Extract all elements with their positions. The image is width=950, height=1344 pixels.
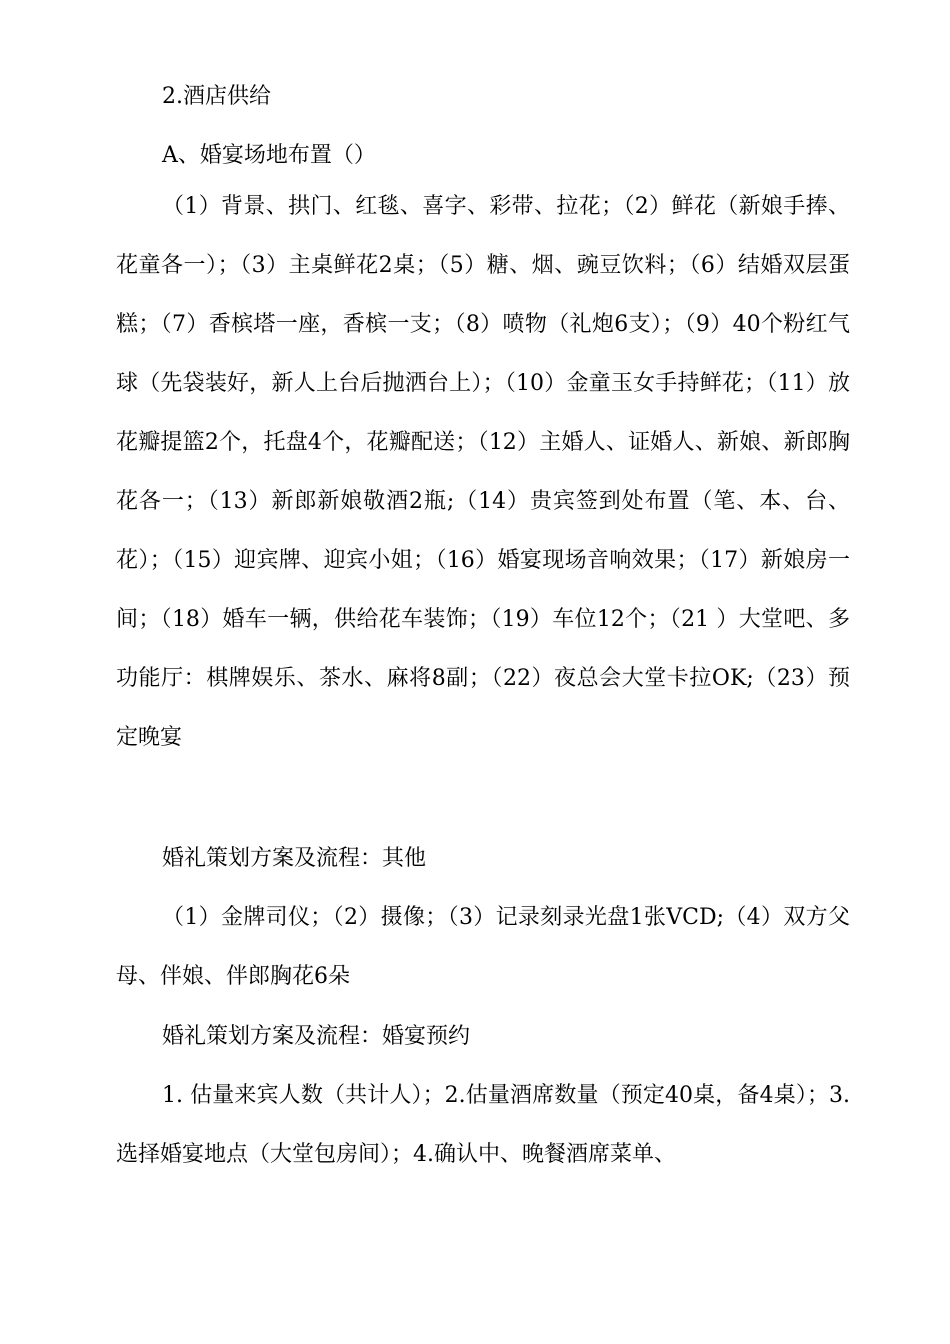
reservation-heading: 婚礼策划方案及流程：婚宴预约 <box>162 1024 471 1049</box>
reservation-items-paragraph: 1. 估量来宾人数（共计人）；2.估量酒席数量（预定40桌，备4桌）；3.选择婚宴地点（大堂包房间）；4.确认中、晚餐酒席菜单、 <box>116 1083 850 1167</box>
venue-heading: A、婚宴场地布置（） <box>162 143 376 168</box>
other-heading: 婚礼策划方案及流程：其他 <box>162 846 427 871</box>
section-hotel-title: 2.酒店供给 <box>162 84 271 109</box>
venue-items-paragraph: （1）背景、拱门、红毯、喜字、彩带、拉花；（2）鲜花（新娘手捧、花童各一）；（3）主桌鲜花2桌；（5）糖、烟、豌豆饮料；（6）结婚双层蛋糕；（7）香槟塔一座，香槟一支；（8）喷物（礼炮6支）；（9）40个粉红气球（先袋装好，新人上台后抛洒台上）；（10）金童玉女手持鲜花；（11）放花瓣提篮2个，托盘4个，花瓣配送；（12）主婚人、证婚人、新娘、新郎胸花各一；（13）新郎新娘敬酒2瓶;（14）贵宾签到处布置（笔、本、台、花）；（15）迎宾牌、迎宾小姐；（16）婚宴现场音响效果；（17）新娘房一间；（18）婚车一辆，供给花车装饰；（19）车位12个；（21 ）大堂吧、多功能厅：棋牌娱乐、茶水、麻将8副；（22）夜总会大堂卡拉OK;（23）预定晚宴 <box>116 194 850 750</box>
other-items-paragraph: （1）金牌司仪；（2）摄像；（3）记录刻录光盘1张VCD;（4）双方父母、伴娘、伴郎胸花6朵 <box>116 905 850 989</box>
